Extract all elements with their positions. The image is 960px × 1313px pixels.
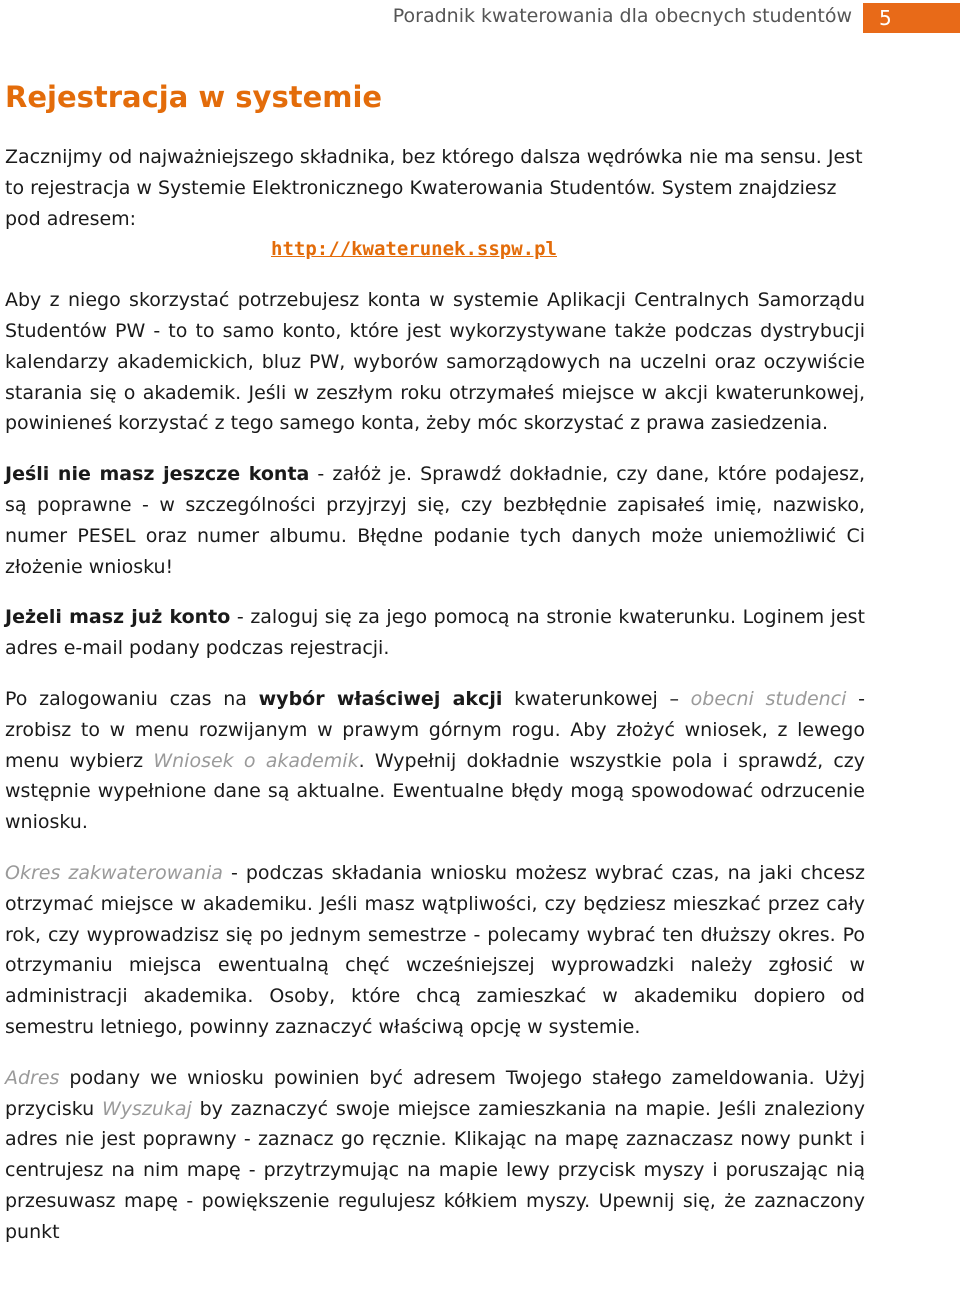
login-bold: wybór właściwej akcji (258, 687, 503, 710)
running-header-title: Poradnik kwaterowania dla obecnych studentów (392, 5, 852, 27)
period-label: Okres zakwaterowania (5, 861, 223, 884)
document-body (5, 142, 865, 1268)
no-account-paragraph (5, 459, 865, 582)
period-paragraph (5, 858, 865, 1043)
page-header (0, 0, 960, 38)
address-text-1: podany we wniosku powinien być adresem Twojego stałego zameldowania. Użyj przycisku (5, 1066, 865, 1120)
has-account-bold: Jeżeli masz już konto (5, 606, 231, 629)
address-label: Adres (5, 1066, 60, 1089)
no-account-bold: Jeśli nie masz jeszcze konta (5, 463, 310, 486)
system-url-link[interactable]: http://kwaterunek.sspw.pl (271, 238, 557, 261)
period-text: - podczas składania wniosku możesz wybrać czas, na jaki chcesz otrzymać miejsce w akademiku. Jeśli masz wątpliwości, czy będziesz mieszkać przez cały rok, czy wyprowadzisz się po jednym semestrze - polecamy wybrać ten dłuższy okres. Po otrzymaniu miejsca ewentualną chęć wcześniejszej wyprowadzki należy zgłosić w administracji akademika. Osoby, które chcą zamieszkać w akademiku dopiero od semestru letniego, powinny zaznaczyć właściwą opcję w systemie. (5, 861, 866, 1038)
login-italic-application: Wniosek o akademik (153, 749, 359, 772)
page-number-badge: 5 (863, 3, 960, 33)
login-text-3: - zrobisz to w menu rozwijanym w prawym górnym rogu. Aby złożyć wniosek, z lewego menu wybierz (5, 687, 865, 772)
login-italic-current-students: obecni studenci (690, 687, 847, 710)
section-heading: Rejestracja w systemie (5, 80, 383, 114)
address-text-2: by zaznaczyć swoje miejsce zamieszkania na mapie. Jeśli znaleziony adres nie jest poprawny - zaznacz go ręcznie. Klikając na mapę zaznaczasz nowy punkt i centrujesz na nim mapę - przytrzymując na mapie lewy przycisk myszy i poruszając nią przesuwasz mapę - powiększenie regulujesz kółkiem myszy. Upewnij się, że zaznaczony punkt (5, 1097, 865, 1243)
account-paragraph: Aby z niego skorzystać potrzebujesz konta w systemie Aplikacji Centralnych Samorządu Studentów PW - to to samo konto, które jest wykorzystywane także podczas dystrybucji kalendarzy akademickich, bluz PW, wyborów samorządowych na uczelni oraz oczywiście starania się o akademik. Jeśli w zeszłym roku otrzymałeś miejsce w akcji kwaterunkowej, powinieneś korzystać z tego samego konta, żeby móc skorzystać z prawa zasiedzenia. (5, 289, 865, 435)
login-text-2: kwaterunkowej – (502, 687, 691, 710)
url-line (5, 234, 865, 265)
has-account-paragraph (5, 602, 865, 664)
login-text-4: . Wypełnij dokładnie wszystkie pola i sprawdź, czy wstępnie wypełnione dane są aktualne. Ewentualne błędy mogą spowodować odrzucenie wniosku. (5, 749, 865, 834)
login-paragraph (5, 684, 865, 838)
address-paragraph (5, 1063, 865, 1248)
address-italic-search: Wyszukaj (101, 1097, 192, 1120)
has-account-text: - zaloguj się za jego pomocą na stronie kwaterunku. Loginem jest adres e-mail podany podczas rejestracji. (5, 606, 865, 660)
login-text-1: Po zalogowaniu czas na (5, 687, 259, 710)
no-account-text: - załóż je. Sprawdź dokładnie, czy dane, które podajesz, są poprawne - w szczególności przyjrzyj się, czy bezbłędnie zapisałeś imię, nazwisko, numer PESEL oraz numer albumu. Błędne podanie tych danych może uniemożliwić Ci złożenie wniosku! (5, 463, 865, 578)
intro-paragraph: Zacznijmy od najważniejszego składnika, bez którego dalsza wędrówka nie ma sensu. Jest to rejestracja w Systemie Elektronicznego Kwaterowania Studentów. System znajdziesz pod adresem: (5, 146, 863, 230)
